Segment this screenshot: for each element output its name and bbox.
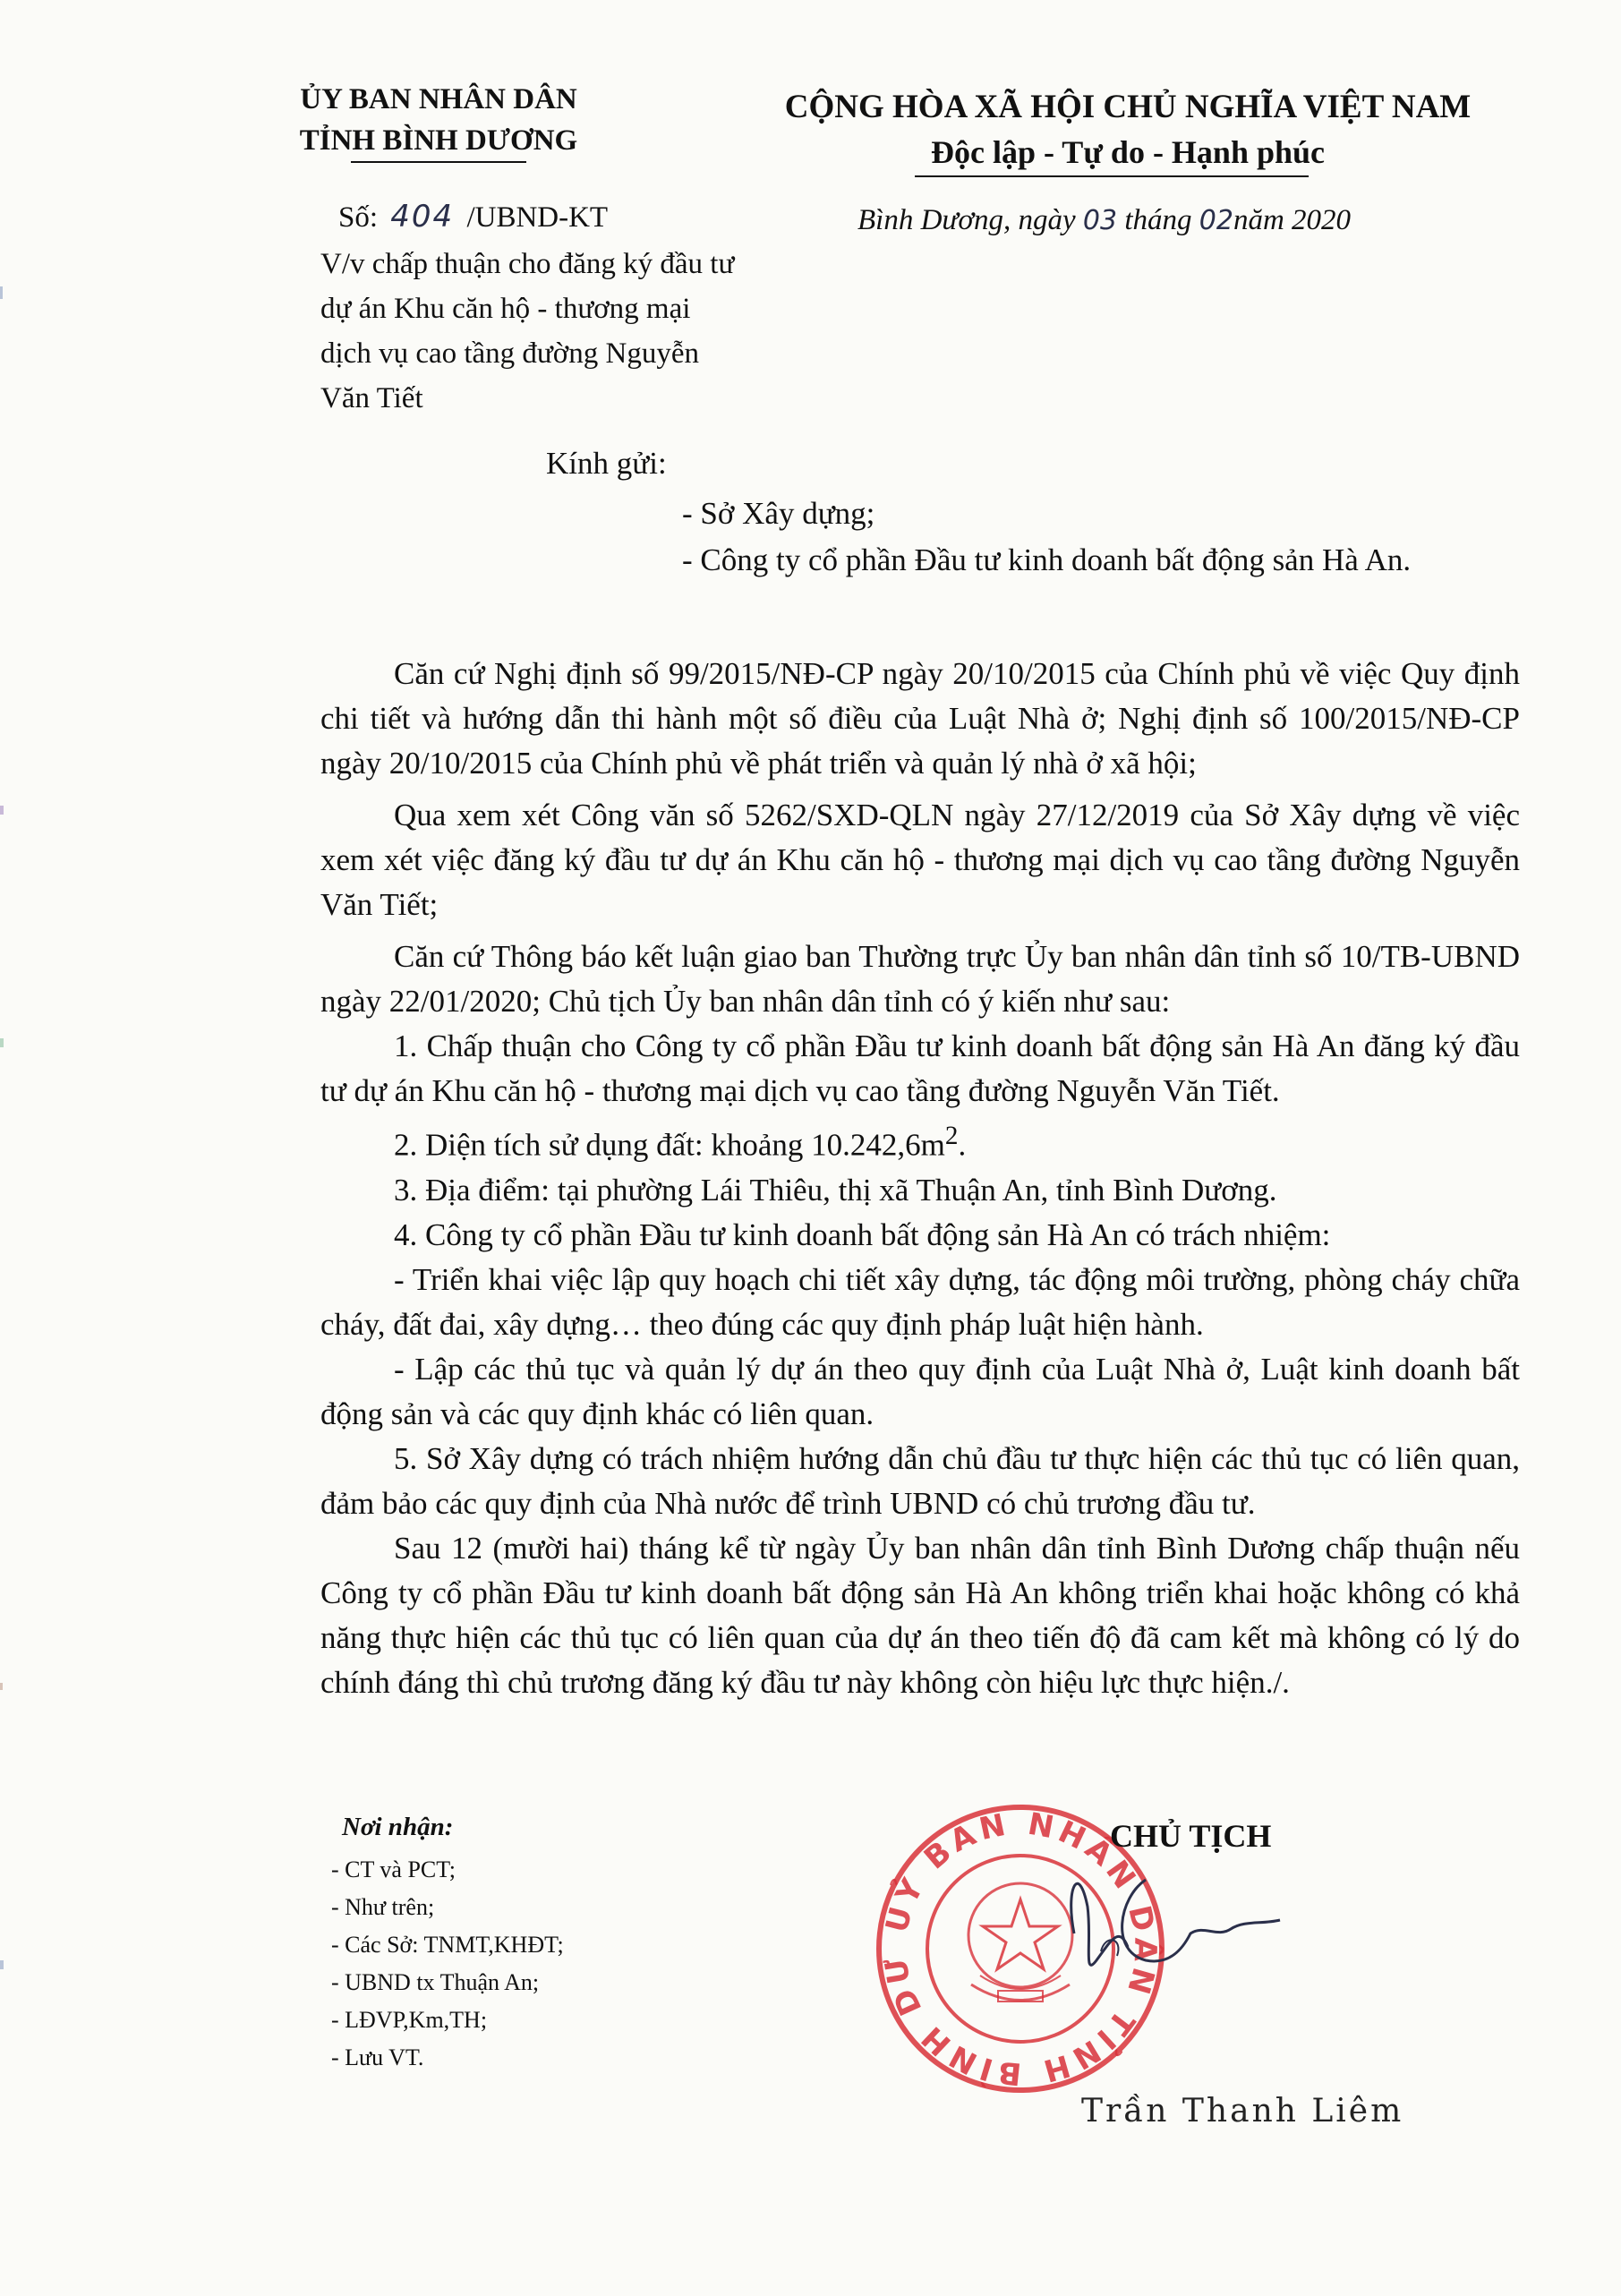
agency-line-1: ỦY BAN NHÂN DÂN (300, 83, 577, 115)
national-header (761, 85, 1495, 175)
document-number (338, 199, 608, 235)
distribution-item: - CT và PCT; (331, 1856, 456, 1882)
motto-underline (915, 175, 1309, 177)
recipient-item: - Công ty cổ phần Đầu tư kinh doanh bất động sản Hà An. (682, 542, 1412, 577)
body-item (320, 1114, 1520, 1168)
document-subject: V/v chấp thuận cho đăng ký đầu tư dự án Khu căn hộ - thương mại dịch vụ cao tầng đường Nguyễn Văn Tiết (320, 248, 735, 414)
body-paragraph: Qua xem xét Công văn số 5262/SXD-QLN ngày 27/12/2019 của Sở Xây dựng về việc xem xét việc đăng ký đầu tư dự án Khu căn hộ - thương mại dịch vụ cao tầng đường Nguyễn Văn Tiết; (320, 798, 1520, 922)
area-unit-exponent: 2 (944, 1122, 959, 1150)
date-month-handwritten: 02 (1199, 205, 1233, 236)
area-text: 2. Diện tích sử dụng đất: khoảng 10.242,6m (394, 1127, 945, 1163)
body-subitem: - Lập các thủ tục và quản lý dự án theo quy định của Luật Nhà ở, Luật kinh doanh bất động sản và các quy định khác có liên quan. (320, 1351, 1520, 1431)
national-motto: Độc lập - Tự do - Hạnh phúc (930, 134, 1326, 170)
nation-name: CỘNG HÒA XÃ HỘI CHỦ NGHĨA VIỆT NAM (784, 89, 1472, 125)
document-number-suffix: /UBND-KT (466, 201, 609, 234)
agency-underline (351, 161, 526, 163)
svg-text:UỶ BAN NHÂN DÂN TỈNH BÌNH DƯƠN: UỶ BAN NHÂN DÂN TỈNH BÌNH DƯ (877, 1805, 1164, 2092)
body-item: 4. Công ty cổ phần Đầu tư kinh doanh bất động sản Hà An có trách nhiệm: (394, 1216, 1331, 1252)
date-day-handwritten: 03 (1082, 205, 1118, 236)
distribution-title: Nơi nhận: (342, 1813, 454, 1841)
greeting: Kính gửi: (546, 446, 667, 481)
body-item: 3. Địa điểm: tại phường Lái Thiêu, thị xã Thuận An, tỉnh Bình Dương. (394, 1172, 1277, 1208)
distribution-item: - UBND tx Thuận An; (331, 1969, 540, 1995)
distribution-item: - Như trên; (331, 1894, 435, 1920)
body-item: 1. Chấp thuận cho Công ty cổ phần Đầu tư kinh doanh bất động sản Hà An đăng ký đầu tư dự án Khu căn hộ - thương mại dịch vụ cao tầng đường Nguyễn Văn Tiết. (320, 1029, 1520, 1108)
signer-name: Trần Thanh Liêm (1081, 2093, 1404, 2130)
handwritten-signature (1011, 1826, 1307, 2014)
body-item: 5. Sở Xây dựng có trách nhiệm hướng dẫn chủ đầu tư thực hiện các thủ tục có liên quan, đảm bảo các quy định của Nhà nước để trình UBND có chủ trương đầu tư. (320, 1440, 1520, 1521)
date-month-label: tháng (1124, 204, 1192, 236)
distribution-list (331, 1851, 564, 2077)
signer-title: CHỦ TỊCH (1110, 1818, 1272, 1854)
body-paragraph: Căn cứ Thông báo kết luận giao ban Thường trực Ủy ban nhân dân tỉnh số 10/TB-UBND ngày 22/01/2020; Chủ tịch Ủy ban nhân dân tỉnh có ý kiến như sau: (320, 939, 1520, 1019)
document-body (320, 652, 1520, 1705)
document-number-label: Số: (338, 201, 379, 234)
agency-line-2: TỈNH BÌNH DƯƠNG (299, 124, 578, 157)
recipient-item: - Sở Xây dựng; (682, 496, 875, 531)
closing-paragraph: Sau 12 (mười hai) tháng kể từ ngày Ủy ban nhân dân tỉnh Bình Dương chấp thuận nếu Công ty cổ phần Đầu tư kinh doanh bất động sản Hà An không triển khai hoặc không có khả năng thực hiện các thủ tục có liên quan của dự án theo tiến độ đã cam kết mà không có lý do chính đáng thì chủ trương đăng ký đầu tư này không còn hiệu lực thực hiện./. (320, 1530, 1520, 1700)
date-prefix: Bình Dương, ngày (857, 204, 1076, 236)
recipient-list (682, 491, 1411, 584)
document-date (857, 204, 1351, 237)
distribution-item: - LĐVP,Km,TH; (331, 2007, 488, 2033)
body-paragraph: Căn cứ Nghị định số 99/2015/NĐ-CP ngày 20/10/2015 của Chính phủ về việc Quy định chi tiết và hướng dẫn thi hành một số điều của Luật Nhà ở; Nghị định số 100/2015/NĐ-CP ngày 20/10/2015 của Chính phủ về phát triển và quản lý nhà ở xã hội; (320, 656, 1520, 781)
issuing-agency (242, 79, 636, 161)
area-end: . (958, 1127, 967, 1163)
document-number-handwritten: 404 (390, 199, 455, 235)
distribution-item: - Lưu VT. (331, 2044, 424, 2070)
scan-edge-artifact (0, 0, 13, 2292)
body-subitem: - Triển khai việc lập quy hoạch chi tiết xây dựng, tác động môi trường, phòng cháy chữa cháy, đất đai, xây dựng… theo đúng các quy định pháp luật hiện hành. (320, 1261, 1520, 1342)
distribution-item: - Các Sở: TNMT,KHĐT; (331, 1932, 564, 1958)
date-year: năm 2020 (1233, 204, 1352, 236)
